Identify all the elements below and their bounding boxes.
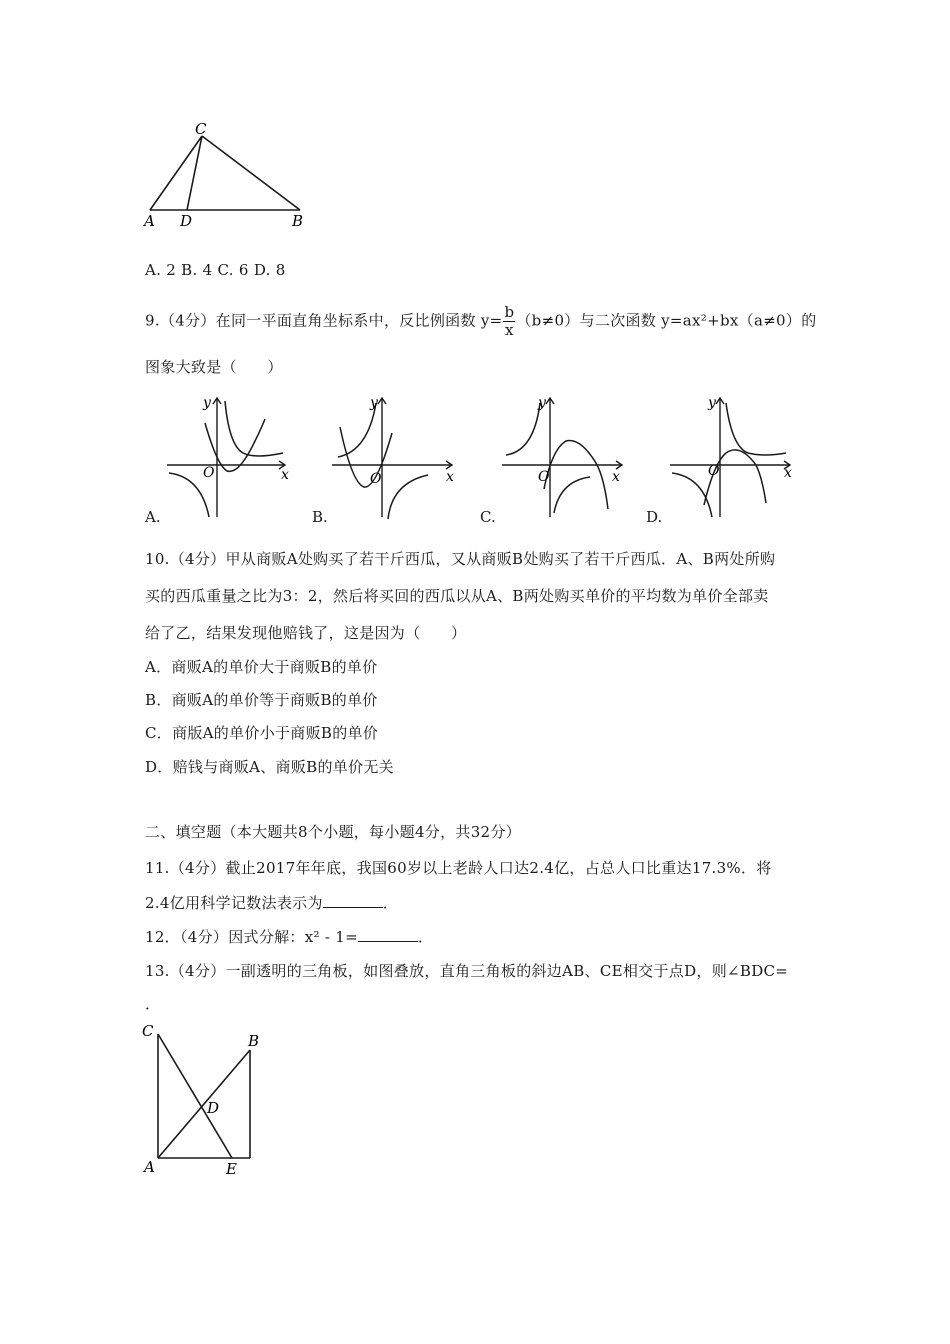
- q13-line1: 13.（4分）一副透明的三角板，如图叠放，直角三角板的斜边AB、CE相交于点D，则∠BDC=: [145, 962, 789, 980]
- q10-option-c: C．商版A的单价小于商贩B的单价: [145, 724, 379, 742]
- triangle-figure: [140, 118, 315, 233]
- q9a-axis-y: y: [203, 395, 211, 411]
- q9a-axis-x: x: [281, 467, 289, 483]
- triangle-label-c: C: [195, 120, 207, 138]
- q9c-origin: O: [538, 469, 550, 485]
- q13-line2: ．: [145, 995, 161, 1013]
- q9-graph-d: [668, 393, 798, 523]
- q9d-axis-y: y: [708, 395, 716, 411]
- q9a-origin: O: [203, 465, 215, 481]
- q9b-axis-x: x: [446, 469, 454, 485]
- q10-option-a: A．商贩A的单价大于商贩B的单价: [145, 658, 378, 676]
- squares-label-b: B: [248, 1032, 260, 1050]
- q9-graph-b: [330, 393, 460, 523]
- squares-label-a: A: [144, 1158, 155, 1176]
- q12-answer-blank: [358, 927, 418, 942]
- q9b-axis-y: y: [370, 395, 378, 411]
- q9c-axis-x: x: [612, 469, 620, 485]
- q9-option-d: D.: [646, 508, 663, 526]
- q11-line1: 11.（4分）截止2017年年底，我国60岁以上老龄人口达2.4亿，占总人口比重达17.3%．将: [145, 859, 772, 877]
- q9-graph-a: [165, 393, 295, 523]
- q10-line2: 买的西瓜重量之比为3：2，然后将买回的西瓜以从A、B两处购买单价的平均数为单价全部卖: [145, 587, 769, 605]
- q9-suffix: （b≠0）与二次函数 y=ax²+bx（a≠0）的: [516, 311, 817, 330]
- section2-heading: 二、填空题（本大题共8个小题，每小题4分，共32分）: [145, 823, 521, 841]
- triangle-label-a: A: [144, 212, 155, 230]
- q9-graph-c: [500, 393, 630, 523]
- q9d-origin: O: [708, 463, 720, 479]
- squares-label-e: E: [226, 1160, 237, 1178]
- q8-options: A. 2 B. 4 C. 6 D. 8: [145, 261, 286, 279]
- q9-fraction: $\frac{b}{x}$: [504, 303, 515, 339]
- q12-line: 12．（4分）因式分解：x² - 1= ．: [145, 928, 434, 946]
- squares-label-c: C: [142, 1022, 154, 1040]
- q11-line2: 2.4亿用科学记数法表示为 ．: [145, 894, 399, 912]
- q9d-axis-x: x: [784, 465, 792, 481]
- q9-prefix: 9.（4分）在同一平面直角坐标系中，反比例函数 y=: [145, 311, 503, 330]
- q10-line1: 10.（4分）甲从商贩A处购买了若干斤西瓜，又从商贩B处购买了若干斤西瓜．A、B两处所购: [145, 550, 776, 568]
- q10-option-d: D．赔钱与商贩A、商贩B的单价无关: [145, 758, 394, 776]
- q10-option-b: B．商贩A的单价等于商贩B的单价: [145, 691, 378, 709]
- q9-option-b: B.: [312, 508, 328, 526]
- triangle-label-d: D: [180, 212, 193, 230]
- q9-option-c: C.: [480, 508, 496, 526]
- q9-option-a: A.: [145, 508, 161, 526]
- set-squares-figure: [138, 1018, 278, 1178]
- q9c-axis-y: y: [538, 395, 546, 411]
- q9-stem: [145, 304, 817, 339]
- q9-line2: 图象大致是（ ）: [145, 358, 283, 376]
- q11-answer-blank: [323, 893, 383, 908]
- q10-line3: 给了乙，结果发现他赔钱了，这是因为（ ）: [145, 624, 467, 642]
- triangle-label-b: B: [292, 212, 304, 230]
- q9b-origin: O: [370, 471, 382, 487]
- squares-label-d: D: [207, 1099, 220, 1117]
